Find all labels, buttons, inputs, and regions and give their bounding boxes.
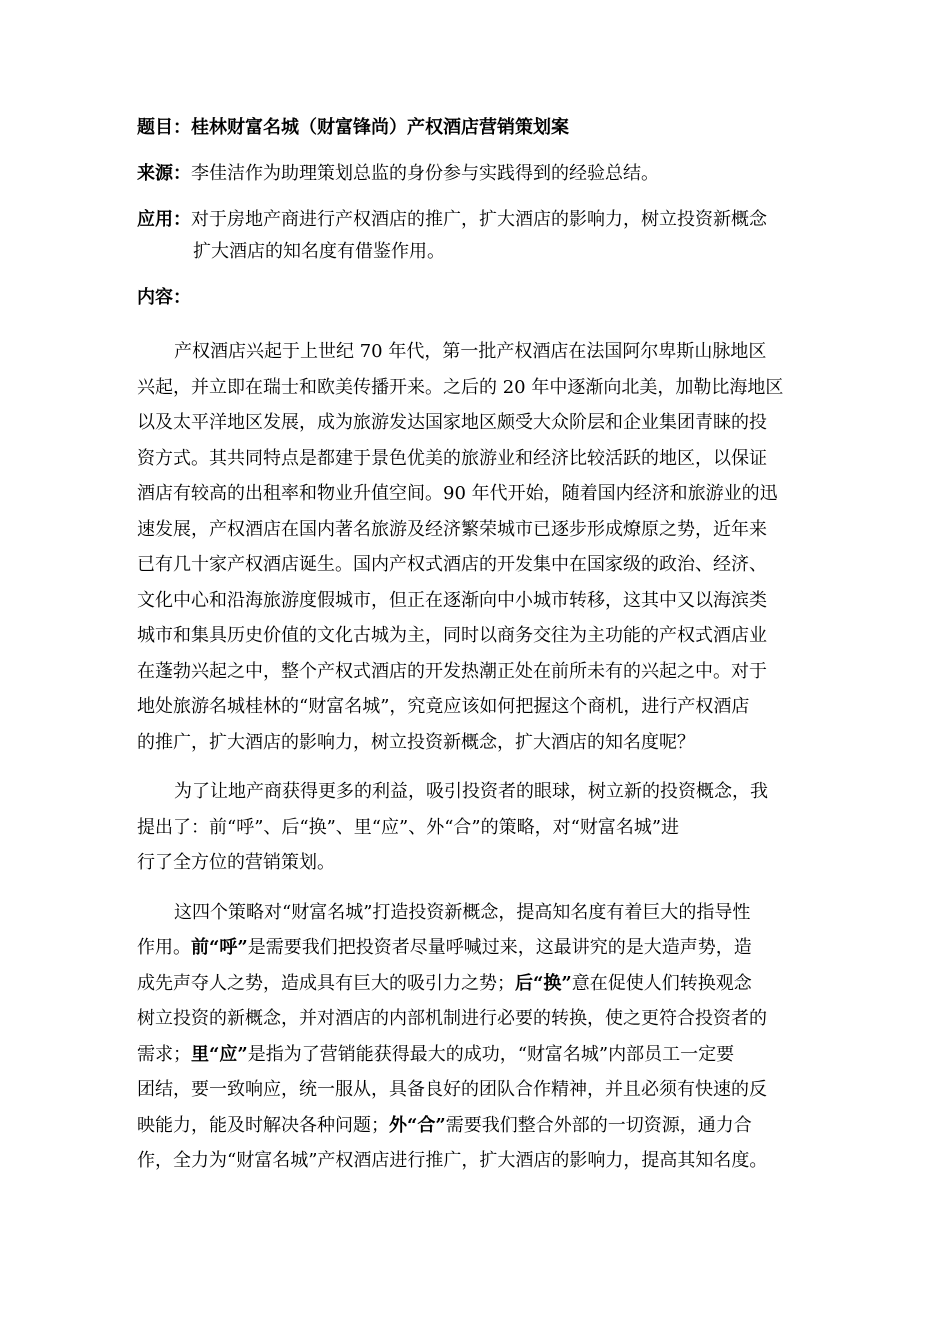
- text-span: 是指为了营销能获得最大的成功，“财富名城”内部员工一定要: [247, 1043, 735, 1065]
- strategy-keyword-outside: 外“合”: [389, 1114, 446, 1136]
- paragraph-line: 在蓬勃兴起之中，整个产权式酒店的开发热潮正处在前所未有的兴起之中。对于: [137, 660, 767, 682]
- paragraph-3: [137, 895, 817, 1179]
- paragraph-line: 的推广，扩大酒店的影响力，树立投资新概念，扩大酒店的知名度呢？: [137, 731, 695, 753]
- strategy-keyword-back: 后“换”: [515, 972, 572, 994]
- paragraph-line: 提出了：前“呼”、后“换”、里“应”、外“合”的策略，对“财富名城”进: [137, 816, 680, 838]
- paragraph-line: 酒店有较高的出租率和物业升值空间。90 年代开始，随着国内经济和旅游业的迅: [137, 483, 778, 504]
- text-span: 成先声夺人之势，造成具有巨大的吸引力之势；: [137, 972, 515, 994]
- paragraph-line: 速发展，产权酒店在国内著名旅游及经济繁荣城市已逐步形成燎原之势，近年来: [137, 518, 767, 540]
- application-line-1: [137, 204, 817, 236]
- paragraph-line: 这四个策略对“财富名城”打造投资新概念，提高知名度有着巨大的指导性: [174, 901, 751, 923]
- text-span: 作用。: [137, 937, 191, 958]
- paragraph-line: [137, 1037, 817, 1073]
- paragraph-line: 为了让地产商获得更多的利益，吸引投资者的眼球，树立新的投资概念，我: [174, 781, 768, 802]
- paragraph-line: 以及太平洋地区发展，成为旅游发达国家地区颇受大众阶层和企业集团青睐的投: [137, 412, 767, 433]
- paragraph-line: 资方式。其共同特点是都建于景色优美的旅游业和经济比较活跃的地区，以保证: [137, 447, 767, 469]
- paragraph-line: 城市和集具历史价值的文化古城为主，同时以商务交往为主功能的产权式酒店业: [137, 625, 767, 646]
- document-body: [137, 112, 817, 1193]
- paragraph-line: 兴起，并立即在瑞士和欧美传播开来。之后的 20 年中逐渐向北美，加勒比海地区: [137, 376, 784, 398]
- text-span: 需要我们整合外部的一切资源，通力合: [445, 1114, 752, 1136]
- paragraph-line: 作，全力为“财富名城”产权酒店进行推广，扩大酒店的影响力，提高其知名度。: [137, 1150, 768, 1171]
- source-text: 李佳洁作为助理策划总监的身份参与实践得到的经验总结。: [191, 163, 659, 184]
- application-text-2: 扩大酒店的知名度有借鉴作用。: [193, 241, 445, 262]
- strategy-keyword-inside: 里“应”: [191, 1043, 248, 1065]
- paragraph-2: [137, 774, 817, 881]
- paragraph-line: 团结，要一致响应，统一服从，具备良好的团队合作精神，并且必须有快速的反: [137, 1079, 767, 1100]
- application-label: 应用：: [137, 209, 191, 230]
- application-row: [137, 204, 817, 268]
- paragraph-1: [137, 334, 817, 760]
- content-heading: 内容：: [137, 287, 191, 308]
- source-label: 来源：: [137, 163, 191, 184]
- paragraph-line: 文化中心和沿海旅游度假城市，但正在逐渐向中小城市转移，这其中又以海滨类: [137, 589, 767, 611]
- text-span: 映能力，能及时解决各种问题；: [137, 1114, 389, 1136]
- paragraph-line: 行了全方位的营销策划。: [137, 852, 335, 873]
- paragraph-line: [137, 1108, 817, 1144]
- application-text-1: 对于房地产商进行产权酒店的推广，扩大酒店的影响力，树立投资新概念: [191, 209, 767, 230]
- source-row: [137, 158, 817, 190]
- paragraph-line: 已有几十家产权酒店诞生。国内产权式酒店的开发集中在国家级的政治、经济、: [137, 554, 767, 575]
- text-span: 是需要我们把投资者尽量呼喊过来，这最讲究的是大造声势，造: [247, 937, 752, 958]
- paragraph-line: 产权酒店兴起于上世纪 70 年代，第一批产权酒店在法国阿尔卑斯山脉地区: [174, 341, 767, 362]
- text-span: 意在促使人们转换观念: [571, 972, 752, 994]
- paragraph-line: 地处旅游名城桂林的“财富名城”，究竟应该如何把握这个商机，进行产权酒店: [137, 696, 750, 717]
- paragraph-line: [137, 966, 817, 1002]
- text-span: 需求；: [137, 1043, 191, 1065]
- document-title: 题目：桂林财富名城（财富锋尚）产权酒店营销策划案: [137, 117, 569, 138]
- paragraph-line: [137, 930, 817, 966]
- paragraph-line: 树立投资的新概念，并对酒店的内部机制进行必要的转换，使之更符合投资者的: [137, 1008, 767, 1029]
- strategy-keyword-front: 前“呼”: [191, 937, 248, 958]
